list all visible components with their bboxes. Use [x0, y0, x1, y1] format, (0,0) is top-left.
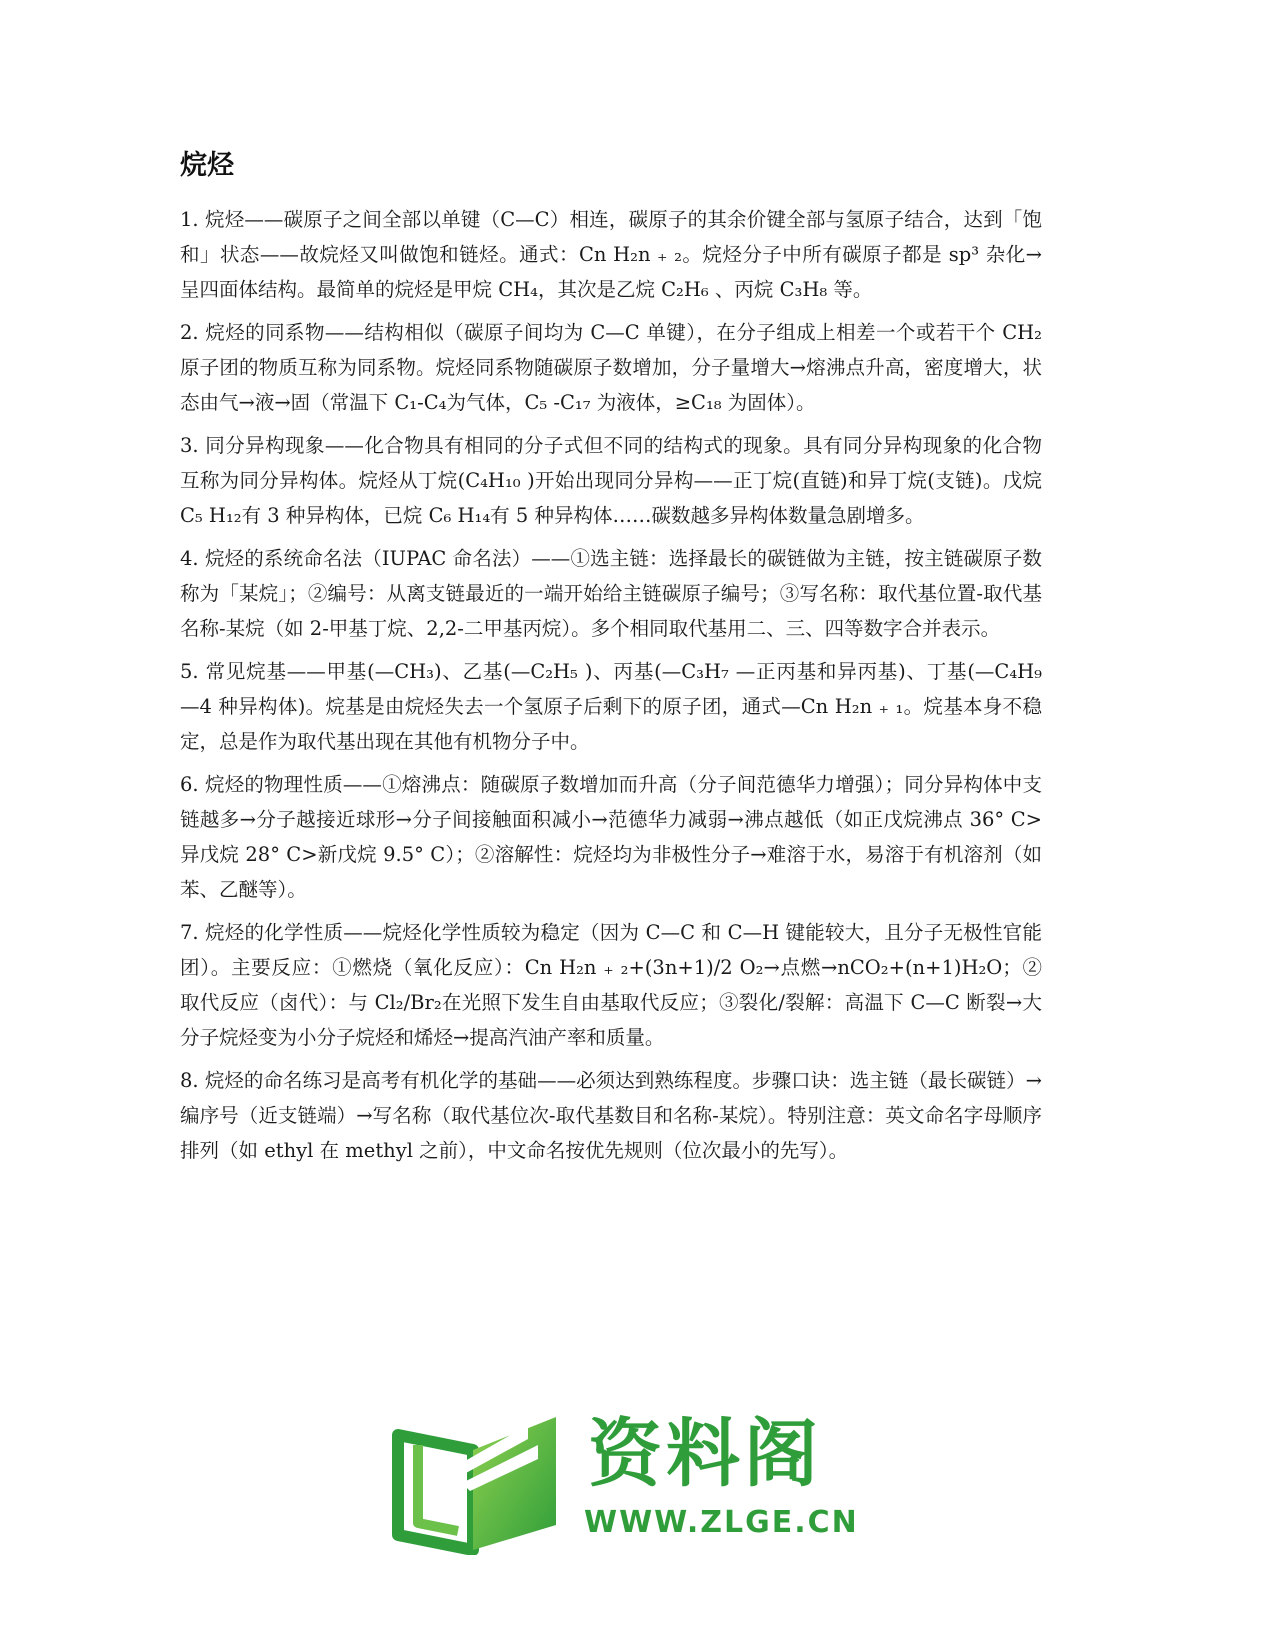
- paragraph-1: 1. 烷烃——碳原子之间全部以单键（C—C）相连，碳原子的其余价键全部与氢原子结合，达到「饱和」状态——故烷烃又叫做饱和链烃。通式：Cn H₂n ₊ ₂。烷烃分子中所有碳原子都是 sp³ 杂化→呈四面体结构。最简单的烷烃是甲烷 CH₄，其次是乙烷 C₂H₆ 、丙烷 C₃H₈ 等。: [180, 208, 1042, 301]
- logo-url: WWW.ZLGE.CN: [584, 1505, 859, 1540]
- paragraph-8: 8. 烷烃的命名练习是高考有机化学的基础——必须达到熟练程度。步骤口诀：选主链（最长碳链）→编序号（近支链端）→写名称（取代基位次-取代基数目和名称-某烷）。特别注意：英文命名字母顺序排列（如 ethyl 在 methyl 之前），中文命名按优先规则（位次最小的先写）。: [180, 1069, 1042, 1162]
- paragraph-2: 2. 烷烃的同系物——结构相似（碳原子间均为 C—C 单键），在分子组成上相差一个或若干个 CH₂原子团的物质互称为同系物。烷烃同系物随碳原子数增加，分子量增大→熔沸点升高，密度增大，状态由气→液→固（常温下 C₁-C₄为气体，C₅ -C₁₇ 为液体，≥C₁₈ 为固体）。: [180, 321, 1042, 414]
- document-page: [180, 148, 1042, 1176]
- logo-name: 资料阁: [588, 1411, 822, 1497]
- paragraph-5: 5. 常见烷基——甲基(—CH₃)、乙基(—C₂H₅ )、丙基(—C₃H₇ —正丙基和异丙基)、丁基(—C₄H₉ —4 种异构体)。烷基是由烷烃失去一个氢原子后剩下的原子团，通式—Cn H₂n ₊ ₁。烷基本身不稳定，总是作为取代基出现在其他有机物分子中。: [180, 660, 1042, 753]
- paragraph-6: 6. 烷烃的物理性质——①熔沸点：随碳原子数增加而升高（分子间范德华力增强）；同分异构体中支链越多→分子越接近球形→分子间接触面积减小→范德华力减弱→沸点越低（如正戊烷沸点 36° C>异戊烷 28° C>新戊烷 9.5° C）；②溶解性：烷烃均为非极性分子→难溶于水，易溶于有机溶剂（如苯、乙醚等）。: [180, 773, 1042, 901]
- paragraph-4: 4. 烷烃的系统命名法（IUPAC 命名法）——①选主链：选择最长的碳链做为主链，按主链碳原子数称为「某烷」；②编号：从离支链最近的一端开始给主链碳原子编号；③写名称：取代基位置-取代基名称-某烷（如 2-甲基丁烷、2,2-二甲基丙烷）。多个相同取代基用二、三、四等数字合并表示。: [180, 547, 1042, 640]
- paragraph-3: 3. 同分异构现象——化合物具有相同的分子式但不同的结构式的现象。具有同分异构现象的化合物互称为同分异构体。烷烃从丁烷(C₄H₁₀ )开始出现同分异构——正丁烷(直链)和异丁烷(支链)。戊烷 C₅ H₁₂有 3 种异构体，已烷 C₆ H₁₄有 5 种异构体……碳数越多异构体数量急剧增多。: [180, 434, 1042, 527]
- paragraph-7: 7. 烷烃的化学性质——烷烃化学性质较为稳定（因为 C—C 和 C—H 键能较大，且分子无极性官能团）。主要反应：①燃烧（氧化反应）：Cn H₂n ₊ ₂+(3n+1)/2 O₂→点燃→nCO₂+(n+1)H₂O；②取代反应（卤代）：与 Cl₂/Br₂在光照下发生自由基取代反应；③裂化/裂解：高温下 C—C 断裂→大分子烷烃变为小分子烷烃和烯烃→提高汽油产率和质量。: [180, 921, 1042, 1049]
- open-book-icon: [388, 1405, 568, 1555]
- watermark-logo: [388, 1405, 859, 1555]
- document-title: 烷烃: [180, 150, 234, 181]
